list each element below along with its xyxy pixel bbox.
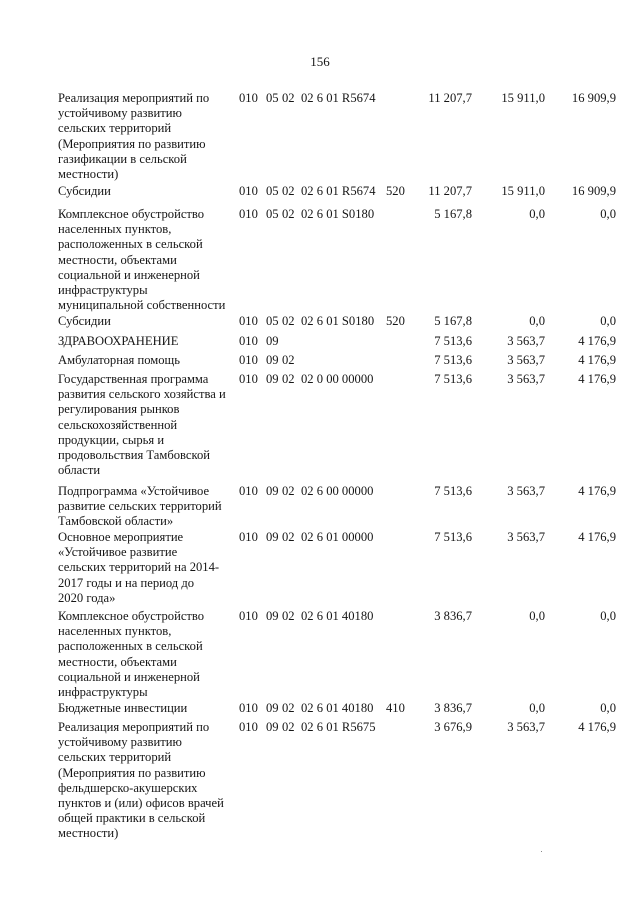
scan-speck: [541, 851, 542, 852]
section-code: 05: [266, 207, 279, 221]
amount-year-3: 4 176,9: [578, 334, 616, 348]
admin-code: 010: [239, 372, 258, 386]
row-name: Государственная программа развития сельского хозяйства и регулирования рынков сельскохозяйственной продукции, сырья и продовольствия Тамбовской области: [58, 372, 226, 478]
section-code: 05: [266, 184, 279, 198]
amount-year-2: 3 563,7: [507, 372, 545, 386]
subsection-code: 02: [282, 530, 295, 544]
amount-year-2: 3 563,7: [507, 720, 545, 734]
subsection-code: 02: [282, 372, 295, 386]
section-code: 05: [266, 91, 279, 105]
amount-year-3: 16 909,9: [571, 91, 616, 105]
amount-year-2: 0,0: [529, 609, 545, 623]
amount-year-2: 0,0: [529, 314, 545, 328]
subsection-code: 02: [282, 701, 295, 715]
admin-code: 010: [239, 530, 258, 544]
row-name: Реализация мероприятий по устойчивому развитию сельских территорий (Мероприятия по развитию газификации в сельской местности): [58, 91, 210, 182]
target-article-code: 02 6 01 R5674: [301, 184, 376, 198]
row-name: Амбулаторная помощь: [58, 353, 180, 367]
row-name: Основное мероприятие «Устойчивое развитие сельских территорий на 2014- 2017 годы и на период до 2020 года»: [58, 530, 220, 605]
section-code: 09: [266, 720, 279, 734]
subsection-code: 02: [282, 353, 295, 367]
amount-year-2: 15 911,0: [501, 184, 545, 198]
amount-year-2: 3 563,7: [507, 353, 545, 367]
amount-year-2: 0,0: [529, 207, 545, 221]
target-article-code: 02 6 01 S0180: [301, 314, 375, 328]
amount-year-1: 7 513,6: [434, 530, 472, 544]
amount-year-3: 4 176,9: [578, 353, 616, 367]
amount-year-2: 3 563,7: [507, 530, 545, 544]
amount-year-2: 0,0: [529, 701, 545, 715]
section-code: 09: [266, 484, 279, 498]
row-name: Бюджетные инвестиции: [58, 701, 188, 715]
amount-year-3: 4 176,9: [578, 530, 616, 544]
amount-year-3: 0,0: [600, 701, 616, 715]
row-name: Реализация мероприятий по устойчивому развитию сельских территорий (Мероприятия по развитию фельдшерско-акушерских пунктов и (или) офисов врачей общей практики в сельской местности): [58, 720, 224, 841]
target-article-code: 02 6 01 40180: [301, 609, 374, 623]
subsection-code: 02: [282, 91, 295, 105]
admin-code: 010: [239, 91, 258, 105]
subsection-code: 02: [282, 314, 295, 328]
section-code: 09: [266, 334, 279, 348]
amount-year-1: 3 836,7: [434, 609, 472, 623]
subsection-code: 02: [282, 484, 295, 498]
amount-year-3: 4 176,9: [578, 720, 616, 734]
section-code: 09: [266, 609, 279, 623]
amount-year-1: 3 836,7: [434, 701, 472, 715]
admin-code: 010: [239, 334, 258, 348]
subsection-code: 02: [282, 720, 295, 734]
amount-year-3: 0,0: [600, 314, 616, 328]
amount-year-1: 7 513,6: [434, 484, 472, 498]
amount-year-3: 16 909,9: [571, 184, 616, 198]
admin-code: 010: [239, 701, 258, 715]
amount-year-3: 0,0: [600, 207, 616, 221]
admin-code: 010: [239, 353, 258, 367]
admin-code: 010: [239, 609, 258, 623]
page-number: 156: [310, 54, 330, 69]
row-name: Подпрограмма «Устойчивое развитие сельских территорий Тамбовской области»: [58, 484, 222, 529]
admin-code: 010: [239, 184, 258, 198]
row-name: Субсидии: [58, 314, 111, 328]
amount-year-2: 15 911,0: [501, 91, 545, 105]
row-name: Комплексное обустройство населенных пунктов, расположенных в сельской местности, объектами социальной и инженерной инфраструктуры муниципальной собственности: [58, 207, 226, 313]
section-code: 09: [266, 530, 279, 544]
amount-year-1: 5 167,8: [434, 207, 472, 221]
amount-year-1: 11 207,7: [428, 91, 472, 105]
admin-code: 010: [239, 484, 258, 498]
subsection-code: 02: [282, 184, 295, 198]
target-article-code: 02 6 00 00000: [301, 484, 374, 498]
target-article-code: 02 6 01 R5675: [301, 720, 376, 734]
expense-type-code: 520: [386, 314, 405, 328]
amount-year-1: 7 513,6: [434, 334, 472, 348]
target-article-code: 02 0 00 00000: [301, 372, 374, 386]
amount-year-1: 7 513,6: [434, 372, 472, 386]
admin-code: 010: [239, 314, 258, 328]
amount-year-3: 0,0: [600, 609, 616, 623]
section-code: 09: [266, 372, 279, 386]
section-code: 09: [266, 353, 279, 367]
amount-year-2: 3 563,7: [507, 484, 545, 498]
row-name: Комплексное обустройство населенных пунктов, расположенных в сельской местности, объектами социальной и инженерной инфраструктуры: [58, 609, 205, 700]
target-article-code: 02 6 01 R5674: [301, 91, 376, 105]
amount-year-3: 4 176,9: [578, 484, 616, 498]
subsection-code: 02: [282, 207, 295, 221]
row-name: Субсидии: [58, 184, 111, 198]
section-code: 09: [266, 701, 279, 715]
expense-type-code: 520: [386, 184, 405, 198]
amount-year-3: 4 176,9: [578, 372, 616, 386]
section-code: 05: [266, 314, 279, 328]
amount-year-2: 3 563,7: [507, 334, 545, 348]
admin-code: 010: [239, 207, 258, 221]
target-article-code: 02 6 01 40180: [301, 701, 374, 715]
admin-code: 010: [239, 720, 258, 734]
row-name: ЗДРАВООХРАНЕНИЕ: [58, 334, 179, 348]
amount-year-1: 3 676,9: [434, 720, 472, 734]
subsection-code: 02: [282, 609, 295, 623]
amount-year-1: 7 513,6: [434, 353, 472, 367]
expense-type-code: 410: [386, 701, 405, 715]
target-article-code: 02 6 01 00000: [301, 530, 374, 544]
amount-year-1: 11 207,7: [428, 184, 472, 198]
amount-year-1: 5 167,8: [434, 314, 472, 328]
target-article-code: 02 6 01 S0180: [301, 207, 375, 221]
